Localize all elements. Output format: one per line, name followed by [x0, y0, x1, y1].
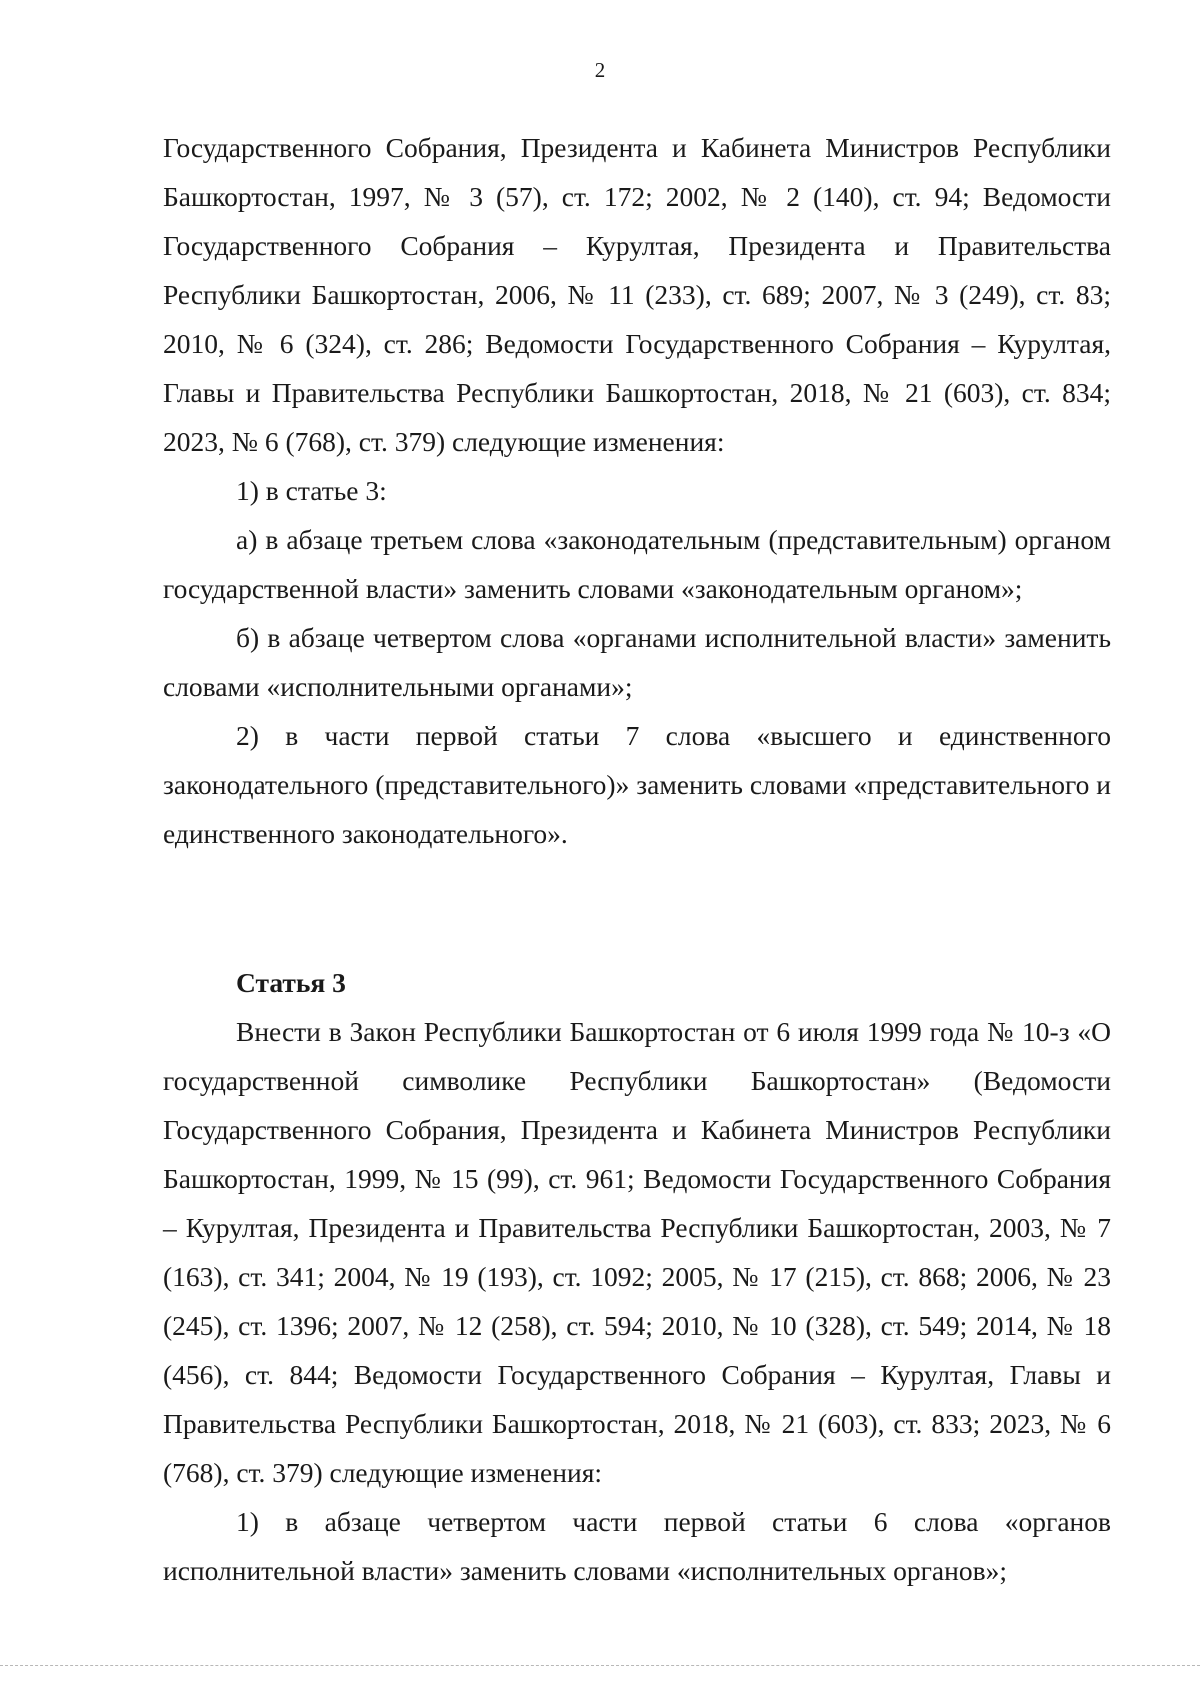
continuation-paragraph: Государственного Собрания, Президента и Кабинета Министров Республики Башкортостан, 1997, № 3 (57), ст. 172; 2002, № 2 (140), ст. 94; Ведомости Государственного Собрания – Курултая, Президента и Правительства Республики Башкортостан, 2006, № 11 (233), ст. 689; 2007, № 3 (249), ст. 83; 2010, № 6 (324), ст. 286; Ведомости Государственного Собрания – Курултая, Главы и Правительства Республики Башкортостан, 2018, № 21 (603), ст. 834; 2023, № 6 (768), ст. 379) следующие изменения:	[163, 132, 1111, 457]
article-3-item-1-paragraph: 1) в абзаце четвертом части первой статьи 6 слова «органов исполнительной власти» заменить словами «исполнительных органов»;	[163, 1506, 1111, 1586]
item-1b-paragraph: б) в абзаце четвертом слова «органами исполнительной власти» заменить словами «исполнительными органами»;	[163, 622, 1111, 702]
article-3-intro-paragraph: Внести в Закон Республики Башкортостан от 6 июля 1999 года № 10-з «О государственной символике Республики Башкортостан» (Ведомости Государственного Собрания, Президента и Кабинета Министров Республики Башкортостан, 1999, № 15 (99), ст. 961; Ведомости Государственного Собрания – Курултая, Президента и Правительства Республики Башкортостан, 2003, № 7 (163), ст. 341; 2004, № 19 (193), ст. 1092; 2005, № 17 (215), ст. 868; 2006, № 23 (245), ст. 1396; 2007, № 12 (258), ст. 594; 2010, № 10 (328), ст. 549; 2014, № 18 (456), ст. 844; Ведомости Государственного Собрания – Курултая, Главы и Правительства Республики Башкортостан, 2018, № 21 (603), ст. 833; 2023, № 6 (768), ст. 379) следующие изменения:	[163, 1016, 1111, 1488]
page-number: 2	[594, 58, 606, 82]
article-2-text	[163, 123, 1111, 858]
item-1a-paragraph: а) в абзаце третьем слова «законодательным (представительным) органом государственной власти» заменить словами «законодательным органом»;	[163, 524, 1111, 604]
article-3-heading: Статья 3	[236, 967, 346, 998]
page-bottom-divider	[0, 1665, 1200, 1666]
item-2-paragraph: 2) в части первой статьи 7 слова «высшего и единственного законодательного (представительного)» заменить словами «представительного и единственного законодательного».	[163, 720, 1111, 849]
article-3-text	[163, 1007, 1111, 1595]
item-1-paragraph: 1) в статье 3:	[236, 475, 387, 506]
